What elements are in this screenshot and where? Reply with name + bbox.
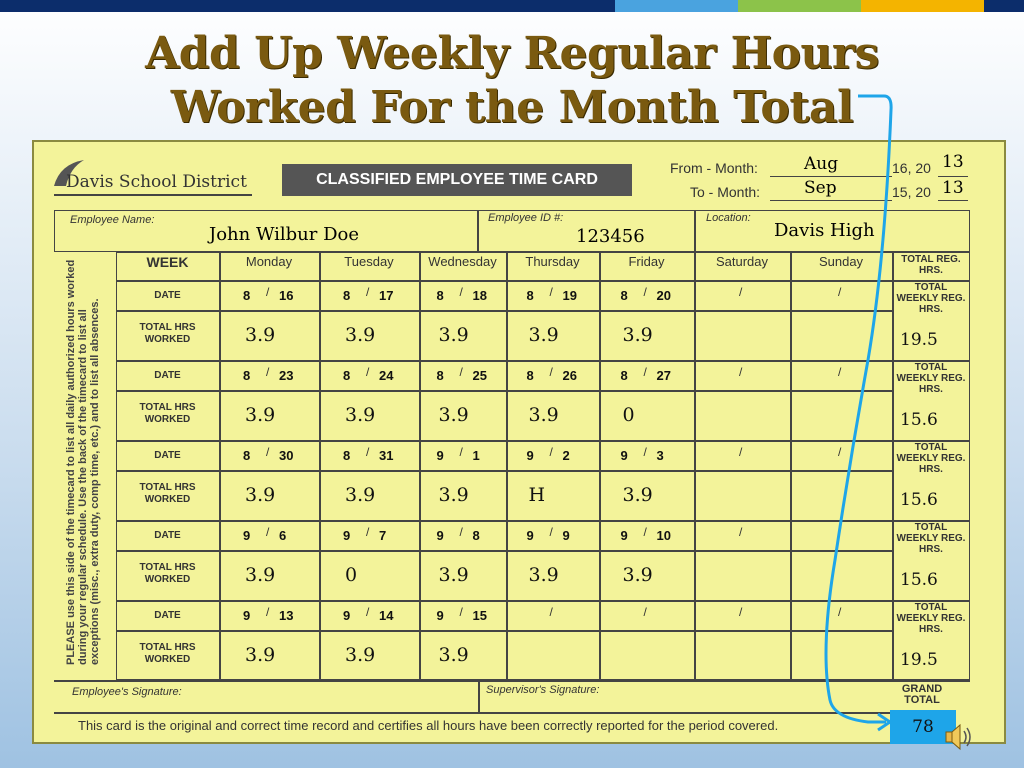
date-slash: / xyxy=(366,365,370,379)
date-day: 15 xyxy=(472,608,487,623)
date-day: 31 xyxy=(379,448,394,463)
date-month: 8 xyxy=(343,288,351,303)
date-day: 19 xyxy=(562,288,577,303)
column-header: Thursday xyxy=(525,254,580,269)
employee-signature-label: Employee's Signature: xyxy=(72,686,182,698)
date-month: 9 xyxy=(620,528,628,543)
date-slash: / xyxy=(366,605,370,619)
date-slash: / xyxy=(549,445,553,459)
date-day: 25 xyxy=(472,368,487,383)
date-slash: / xyxy=(739,605,743,619)
date-slash: / xyxy=(739,445,743,459)
to-day: 15, 20 xyxy=(892,184,931,200)
date-slash: / xyxy=(838,605,842,619)
weekly-total-value: 15.6 xyxy=(900,490,938,510)
date-day: 8 xyxy=(472,528,480,543)
date-month: 8 xyxy=(436,288,444,303)
date-slash: / xyxy=(459,525,463,539)
date-month: 9 xyxy=(243,528,251,543)
weekly-total-value: 15.6 xyxy=(900,410,938,430)
date-slash: / xyxy=(366,445,370,459)
date-month: 8 xyxy=(343,368,351,383)
date-day: 13 xyxy=(279,608,294,623)
date-month: 9 xyxy=(343,528,351,543)
slide-title-line2: Worked For the Month Total xyxy=(170,82,854,133)
slide-title-line1: Add Up Weekly Regular Hours xyxy=(145,28,879,79)
hours-row-label: TOTAL HRS WORKED xyxy=(139,482,196,505)
employee-name: John Wilbur Doe xyxy=(209,224,360,245)
date-month: 8 xyxy=(343,448,351,463)
date-month: 9 xyxy=(343,608,351,623)
column-header: TOTAL REG. HRS. xyxy=(901,254,961,276)
date-row-label: DATE xyxy=(154,610,181,621)
certification-text: This card is the original and correct time record and certifies all hours have been correctly reported for the period covered. xyxy=(78,718,779,733)
column-header: Wednesday xyxy=(428,254,497,269)
weekly-total-label: TOTAL WEEKLY REG. HRS. xyxy=(896,522,966,555)
date-slash: / xyxy=(366,285,370,299)
date-day: 24 xyxy=(379,368,394,383)
date-day: 16 xyxy=(279,288,294,303)
hours-value: 3.9 xyxy=(345,484,376,506)
date-month: 9 xyxy=(526,528,534,543)
column-header: Friday xyxy=(628,254,665,269)
date-day: 18 xyxy=(472,288,487,303)
weekly-total-label: TOTAL WEEKLY REG. HRS. xyxy=(896,282,966,315)
date-month: 8 xyxy=(243,448,251,463)
hours-value: 3.9 xyxy=(622,564,653,586)
date-day: 20 xyxy=(656,288,671,303)
date-slash: / xyxy=(838,365,842,379)
hours-value: 3.9 xyxy=(345,324,376,346)
date-slash: / xyxy=(266,285,270,299)
date-slash: / xyxy=(266,445,270,459)
date-day: 27 xyxy=(656,368,671,383)
date-slash: / xyxy=(266,365,270,379)
location: Davis High xyxy=(774,220,875,241)
date-slash: / xyxy=(459,365,463,379)
date-slash: / xyxy=(643,605,647,619)
date-day: 14 xyxy=(379,608,394,623)
side-note: PLEASE use this side of the timecard to list all daily authorized hours worked during your regular schedule. Use the back of the timecard to list all exceptions (misc., extra duty, comp time, etc.) and to list all absences. xyxy=(65,259,101,665)
weekly-total-value: 19.5 xyxy=(900,330,938,350)
hours-row-label: TOTAL HRS WORKED xyxy=(139,562,196,585)
date-day: 3 xyxy=(656,448,664,463)
date-day: 9 xyxy=(562,528,570,543)
date-month: 8 xyxy=(620,368,628,383)
date-day: 23 xyxy=(279,368,294,383)
date-day: 26 xyxy=(562,368,577,383)
location-label: Location: xyxy=(706,212,751,224)
column-header: Saturday xyxy=(715,254,769,269)
date-day: 6 xyxy=(279,528,287,543)
date-slash: / xyxy=(643,525,647,539)
employee-id-label: Employee ID #: xyxy=(488,212,564,224)
speaker-icon[interactable] xyxy=(940,720,974,754)
date-month: 8 xyxy=(526,288,534,303)
date-slash: / xyxy=(739,285,743,299)
hours-value: 3.9 xyxy=(622,324,653,346)
date-row-label: DATE xyxy=(154,530,181,541)
date-slash: / xyxy=(266,525,270,539)
weekly-total-label: TOTAL WEEKLY REG. HRS. xyxy=(896,362,966,395)
hours-row-label: TOTAL HRS WORKED xyxy=(139,402,196,425)
column-header: Tuesday xyxy=(344,254,394,269)
date-row-label: DATE xyxy=(154,290,181,301)
date-slash: / xyxy=(643,285,647,299)
weekly-total-value: 15.6 xyxy=(900,570,938,590)
date-slash: / xyxy=(549,285,553,299)
date-month: 9 xyxy=(436,448,444,463)
hours-value: 3.9 xyxy=(438,324,469,346)
hours-value: 3.9 xyxy=(528,404,559,426)
from-day: 16, 20 xyxy=(892,160,931,176)
employee-id: 123456 xyxy=(576,226,645,247)
date-day: 2 xyxy=(562,448,570,463)
card-heading: CLASSIFIED EMPLOYEE TIME CARD xyxy=(282,164,632,196)
date-slash: / xyxy=(549,605,553,619)
date-slash: / xyxy=(459,445,463,459)
date-month: 8 xyxy=(436,368,444,383)
date-slash: / xyxy=(266,605,270,619)
date-month: 8 xyxy=(526,368,534,383)
weekly-total-label: TOTAL WEEKLY REG. HRS. xyxy=(896,442,966,475)
hours-value: 0 xyxy=(345,564,358,586)
date-slash: / xyxy=(549,365,553,379)
date-month: 9 xyxy=(243,608,251,623)
date-month: 9 xyxy=(526,448,534,463)
date-row-label: DATE xyxy=(154,450,181,461)
hours-value: 3.9 xyxy=(438,644,469,666)
date-slash: / xyxy=(643,365,647,379)
date-day: 30 xyxy=(279,448,294,463)
from-month-label: From - Month: xyxy=(670,160,758,176)
date-row-label: DATE xyxy=(154,370,181,381)
date-day: 7 xyxy=(379,528,387,543)
district-name: Davis School District xyxy=(66,172,247,192)
date-month: 9 xyxy=(436,608,444,623)
date-slash: / xyxy=(838,525,842,539)
hours-value: 3.9 xyxy=(345,404,376,426)
hours-value: 0 xyxy=(622,404,635,426)
date-slash: / xyxy=(549,525,553,539)
hours-row-label: TOTAL HRS WORKED xyxy=(139,642,196,665)
date-slash: / xyxy=(366,525,370,539)
hours-value: 3.9 xyxy=(345,644,376,666)
hours-value: 3.9 xyxy=(245,404,276,426)
grand-total-value: 78 xyxy=(890,710,956,744)
hours-value: 3.9 xyxy=(528,324,559,346)
date-slash: / xyxy=(643,445,647,459)
date-slash: / xyxy=(739,365,743,379)
supervisor-signature-label: Supervisor's Signature: xyxy=(486,684,600,696)
hours-value: H xyxy=(528,484,546,506)
hours-value: 3.9 xyxy=(438,564,469,586)
date-slash: / xyxy=(459,285,463,299)
column-header: WEEK xyxy=(146,254,189,270)
hours-value: 3.9 xyxy=(528,564,559,586)
column-header: Monday xyxy=(245,254,293,269)
date-day: 17 xyxy=(379,288,394,303)
hours-value: 3.9 xyxy=(245,484,276,506)
hours-value: 3.9 xyxy=(438,484,469,506)
hours-row-label: TOTAL HRS WORKED xyxy=(139,322,196,345)
hours-value: 3.9 xyxy=(245,644,276,666)
hours-value: 3.9 xyxy=(438,404,469,426)
grand-total-label: GRAND TOTAL xyxy=(901,683,943,706)
from-month: Aug xyxy=(804,154,839,174)
column-header: Sunday xyxy=(818,254,864,269)
hours-value: 3.9 xyxy=(245,324,276,346)
employee-name-label: Employee Name: xyxy=(70,214,155,226)
date-month: 8 xyxy=(620,288,628,303)
date-month: 8 xyxy=(243,368,251,383)
date-month: 9 xyxy=(620,448,628,463)
date-month: 9 xyxy=(436,528,444,543)
date-slash: / xyxy=(838,445,842,459)
to-year: 13 xyxy=(942,178,964,198)
hours-value: 3.9 xyxy=(622,484,653,506)
hours-value: 3.9 xyxy=(245,564,276,586)
to-month-label: To - Month: xyxy=(690,184,761,200)
weekly-total-value: 19.5 xyxy=(900,650,938,670)
weekly-total-label: TOTAL WEEKLY REG. HRS. xyxy=(896,602,966,635)
date-month: 8 xyxy=(243,288,251,303)
date-slash: / xyxy=(739,525,743,539)
date-slash: / xyxy=(459,605,463,619)
date-day: 10 xyxy=(656,528,671,543)
from-year: 13 xyxy=(942,152,964,172)
to-month: Sep xyxy=(804,178,837,198)
date-slash: / xyxy=(838,285,842,299)
date-day: 1 xyxy=(472,448,480,463)
